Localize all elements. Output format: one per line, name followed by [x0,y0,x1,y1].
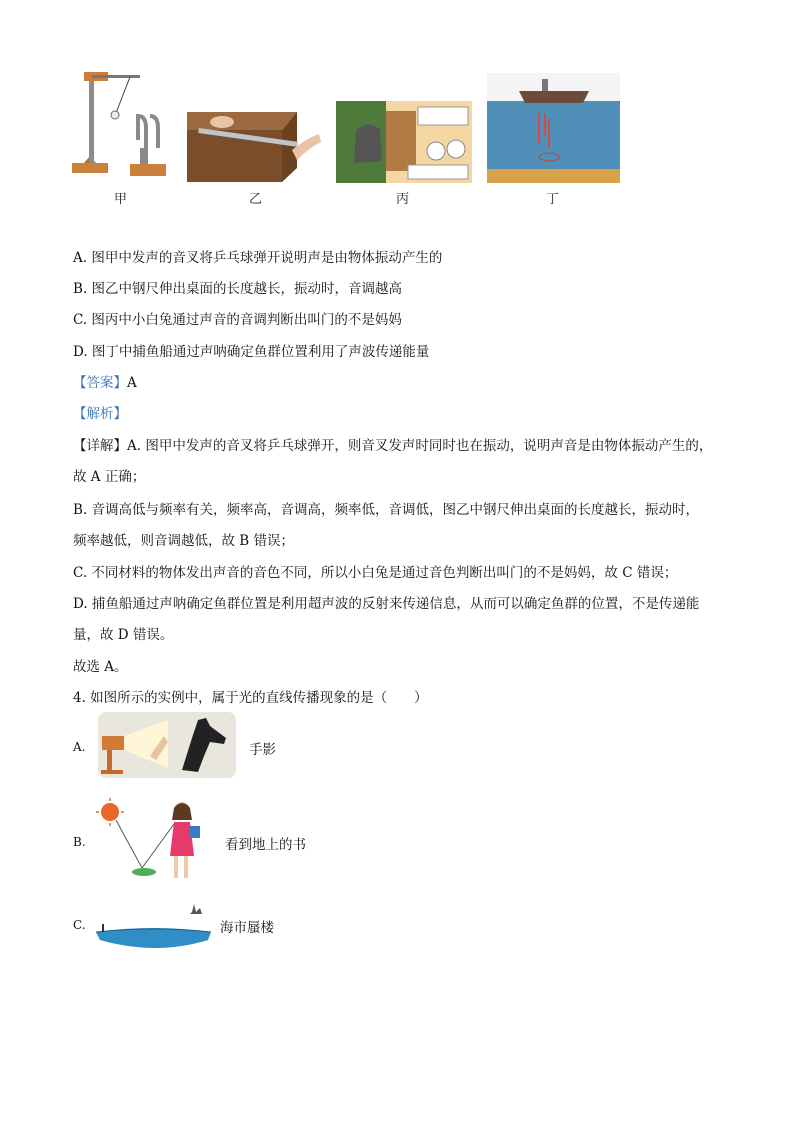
explanation-line-5: C. 不同材料的物体发出声音的音色不同，所以小白兔是通过音色判断出叫门的不是妈妈，故 C 错误； [73,565,678,581]
figure-yi [187,108,322,183]
conclusion: 故选 A。 [73,659,128,675]
analysis-label: 【解析】 [73,406,127,422]
q3-option-c: C. 图丙中小白兔通过声音的音调判断出叫门的不是妈妈 [73,312,402,328]
q4-option-c-letter: C. [73,918,86,932]
hand-shadow-image [98,712,236,778]
q4-option-a-label: 手影 [249,742,276,758]
explanation-line-6: D. 捕鱼船通过声呐确定鱼群位置是利用超声波的反射来传递信息，从而可以确定鱼群的位置，不是传递能 [73,596,700,612]
answer-value: A [127,375,137,391]
q4-option-a-letter: A. [73,740,86,754]
figure-jia [70,68,170,183]
q3-option-b: B. 图乙中钢尺伸出桌面的长度越长，振动时，音调越高 [73,281,403,297]
caption-yi: 乙 [249,192,263,207]
q3-option-d: D. 图丁中捕鱼船通过声呐确定鱼群位置利用了声波传递能量 [73,344,430,360]
caption-jia: 甲 [114,192,128,207]
detail-label: 【详解】 [73,438,127,454]
answer-label: 【答案】 [73,375,127,391]
q4-option-c-label: 海市蜃楼 [220,920,274,936]
girl-book-image [96,796,208,886]
figure-bing [336,101,472,183]
q4-option-b-label: 看到地上的书 [225,837,306,853]
explanation-line-7: 量，故 D 错误。 [73,627,174,643]
explanation-line-3: B. 音调高低与频率有关，频率高，音调高，频率低，音调低，图乙中钢尺伸出桌面的长度越长，振动时， [73,502,700,518]
explanation-line-2: 故 A 正确； [73,469,146,485]
caption-bing: 丙 [396,192,410,207]
q4-option-b-letter: B. [73,835,86,849]
figure-ding [487,73,620,183]
q4-stem: 4. 如图所示的实例中，属于光的直线传播现象的是（ ） [73,690,428,706]
explanation-text-1: A. 图甲中发声的音叉将乒乓球弹开，则音叉发声时同时也在振动，说明声音是由物体振动产生的， [127,438,713,454]
answer-line [73,371,137,391]
mirage-image [96,900,211,950]
explanation-line-1 [73,434,712,454]
explanation-line-4: 频率越低，则音调越低，故 B 错误； [73,533,295,549]
caption-ding: 丁 [546,192,560,207]
q3-option-a: A. 图甲中发声的音叉将乒乓球弹开说明声是由物体振动产生的 [73,250,443,266]
